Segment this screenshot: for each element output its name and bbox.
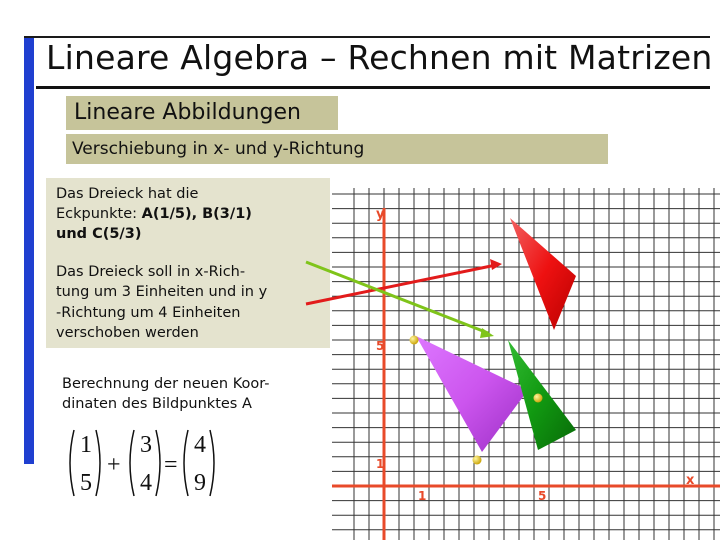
plus-sign: + (107, 452, 121, 478)
calc-text-line: dinaten des Bildpunktes A (62, 396, 252, 412)
vector-a-top: 1 (80, 432, 92, 458)
subsection-heading: Verschiebung in x- und y-Richtung (66, 134, 608, 164)
frame-left-bar (24, 36, 34, 464)
equals-sign: = (164, 452, 178, 478)
info-text-line (56, 204, 252, 224)
bracket-right (156, 430, 160, 496)
vector-b-bottom: 4 (140, 470, 152, 496)
info-text: Eckpunkte: (56, 206, 138, 222)
section-heading: Lineare Abbildungen (66, 96, 338, 130)
info-text-line: tung um 3 Einheiten und in y (56, 284, 268, 300)
bracket-left (70, 430, 74, 496)
vector-addition-formula (64, 426, 224, 500)
info-text-line: -Richtung um 4 Einheiten (56, 305, 241, 321)
y-tick-label: 1 (376, 457, 385, 471)
calc-text-line: Berechnung der neuen Koor- (62, 376, 270, 392)
info-points-bold: und C(5/3) (56, 226, 142, 242)
info-text-line: Das Dreieck soll in x-Rich- (56, 264, 246, 280)
info-text-line: verschoben werden (56, 325, 199, 341)
bracket-left (184, 430, 188, 496)
info-points-bold: A(1/5), B(3/1) (141, 206, 252, 222)
coordinate-grid-plot (332, 188, 720, 540)
info-text-line: Das Dreieck hat die (56, 186, 199, 202)
vector-result-top: 4 (194, 432, 206, 458)
point-b (473, 456, 482, 465)
bracket-left (130, 430, 134, 496)
y-axis-label: y (376, 207, 385, 222)
point-c (534, 394, 543, 403)
title-underline (36, 86, 710, 89)
point-a (410, 336, 419, 345)
bracket-right (96, 430, 100, 496)
bracket-right (210, 430, 214, 496)
vector-result-bottom: 9 (194, 470, 206, 496)
page-title: Lineare Algebra – Rechnen mit Matrizen (46, 38, 713, 77)
info-text-line (56, 224, 141, 244)
x-axis-label: x (686, 473, 695, 488)
vector-a-bottom: 5 (80, 470, 92, 496)
vector-b-top: 3 (140, 432, 152, 458)
y-tick-label: 5 (376, 339, 385, 353)
x-tick-label: 1 (418, 489, 427, 503)
x-tick-label: 5 (538, 489, 547, 503)
